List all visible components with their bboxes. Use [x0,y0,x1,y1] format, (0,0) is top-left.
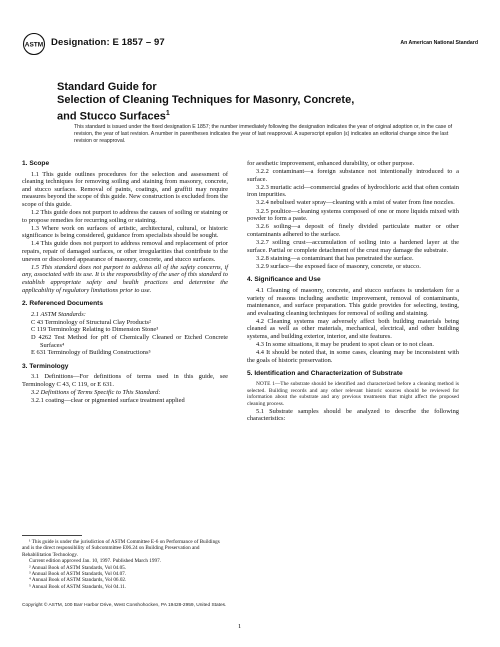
para-3-2: 3.2 Definitions of Terms Specific to This Standard: [31,389,161,397]
para-2-1: 2.1 ASTM Standards: [31,310,86,318]
section-1-heading: 1. Scope [22,160,50,167]
title-line-3 [57,107,457,124]
reference-c43: C 43 Terminology of Structural Clay Products² [31,318,151,326]
title-footnote-mark: 1 [165,110,170,117]
footnote-4: ⁴ Annual Book of ASTM Standards, Vol 06.02. [29,577,127,584]
para-3-2-3: 3.2.3 muriatic acid—commercial grades of hydrochloric acid that often contain iron impurities. [247,183,459,199]
para-3-2-8: 3.2.8 staining—a contaminant that has penetrated the surface. [256,254,414,262]
title-line-3-text: and Stucco Surfaces [57,110,166,123]
para-1-5: 1.5 This standard does not purport to address all of the safety concerns, if any, associated with its use. It is the responsibility of the user of this standard to establish appropriate safety and health practices and determine the applicability of regulatory limitations prior to use. [22,263,228,294]
designation-notice: This standard is issued under the fixed designation E 1857; the number immediately following the designation indicates the year of original adoption or, in the case of revision, the year of last revision. A number in parentheses indicates the year of last reapproval. A superscript epsilon (ε) indicates an editorial change since the last revision or reapproval. [74,124,453,144]
page-number: 1 [238,623,242,630]
para-3-2-2: 3.2.2 contaminant—a foreign substance not intentionally introduced to a surface. [247,168,459,183]
section-2-heading: 2. Referenced Documents [22,300,103,308]
para-1-3: 1.3 Where work on surfaces of artistic, architectural, cultural, or historic significance is being considered, guidance from specialists should be sought. [22,224,228,240]
para-4-1: 4.1 Cleaning of masonry, concrete, and stucco surfaces is undertaken for a variety of reasons including aesthetic improvement, removal of contaminants, maintenance, and surface preparation. This guide provides for selecting, testing, and evaluating cleaning techniques for removal of soiling and staining. [247,286,459,317]
para-3-2-7: 3.2.7 soiling crust—accumulation of soiling into a hardened layer at the surface. Partial or complete detachment of the crust may damage the substrate. [247,238,459,254]
section-3-heading: 3. Terminology [22,362,69,370]
standard-label: An American National Standard [400,40,478,46]
para-3-2-9: 3.2.9 surface—the exposed face of masonry, concrete, or stucco. [256,262,421,270]
para-5-1: 5.1 Substrate samples should be analyzed to describe the following characteristics: [247,407,459,423]
para-4-3: 4.3 In some situations, it may be prudent to spot clean or to not clean. [256,341,435,349]
document-header [22,33,478,53]
footnote-1: ¹ This guide is under the jurisdiction of ASTM Committee E-6 on Performance of Buildings and is the direct responsibility of Subcommittee E06.24 on Building Preservation and Rehabilitation Technology. [22,539,220,558]
para-3-2-4: 3.2.4 nebulised water spray—cleaning with a mist of water from fine nozzles. [256,199,455,207]
right-column [247,160,459,424]
svg-text:ASTM: ASTM [24,41,44,49]
reference-d4262: D 4262 Test Method for pH of Chemically Cleaned or Etched Concrete Surfaces⁴ [31,333,228,349]
reference-e631: E 631 Terminology of Building Constructions⁵ [31,349,151,357]
reference-c119: C 119 Terminology Relating to Dimension Stone³ [31,326,159,334]
para-3-2-1-continued: for aesthetic improvement, enhanced durability, or other purpose. [247,160,415,167]
footnote-rule [22,535,82,536]
para-3-2-5: 3.2.5 poultice—cleaning systems composed of one or more liquids mixed with powder to form a paste. [247,207,459,223]
designation: Designation: E 1857 – 97 [51,37,165,48]
footnote-5: ⁵ Annual Book of ASTM Standards, Vol 04.11. [29,583,127,590]
footnote-3: ³ Annual Book of ASTM Standards, Vol 04.07. [29,571,127,578]
section-4-heading: 4. Significance and Use [247,276,321,284]
para-3-1: 3.1 Definitions—For definitions of terms used in this guide, see Terminology C 43, C 119, or E 631. [22,373,228,388]
footnote-2: ² Annual Book of ASTM Standards, Vol 04.05. [29,564,127,571]
para-4-2: 4.2 Cleaning systems may adversely affect both building materials being cleaned as well as other materials, mechanical, electrical, and other building systems, and building exterior, interior, and site features. [247,317,459,340]
note-1: NOTE 1—The substrate should be identified and characterized before a cleaning method is selected. Building records and any other relevant historic sources should be reviewed for information about the substrate and any previous treatments that might affect the proposed cleaning process. [247,380,459,407]
copyright-footer: Copyright © ASTM, 100 Barr Harbor Drive, West Conshohocken, PA 19428-2959, United States. [22,603,227,608]
title-line-1: Standard Guide for [57,81,157,93]
para-3-2-6: 3.2.6 soiling—a deposit of finely divided particulate matter or other contaminants adhered to the surface. [247,223,459,238]
para-4-4: 4.4 It should be noted that, in some cases, cleaning may be inconsistent with the goals of historic preservation. [247,349,459,364]
astm-logo-icon [22,33,46,55]
footnote-1-edition: Current edition approved Jan. 10, 1997. Published March 1997. [29,558,161,565]
para-1-2: 1.2 This guide does not purport to address the causes of soiling or staining or to propose remedies for recurring soiling or staining. [22,209,228,224]
para-1-1: 1.1 This guide outlines procedures for the selection and assessment of cleaning techniques for removing soiling and staining from masonry, concrete, and stucco surfaces. Removal of paints, coatings, and graffiti may require measures beyond the scope of this guide. New construction is excluded from the scope of this guide. [22,170,228,208]
title-line-2: Selection of Cleaning Techniques for Masonry, Concrete, [57,94,355,106]
section-5-heading: 5. Identification and Characterization of Substrate [247,370,403,378]
left-column [22,160,228,405]
para-3-2-1: 3.2.1 coating—clear or pigmented surface treatment applied [31,397,185,405]
footnotes [22,539,228,590]
document-title [57,81,457,124]
para-1-4: 1.4 This guide does not purport to address removal and replacement of prior repairs, repair of damaged surfaces, or other irregularities that contribute to the uneven or discolored appearance of masonry, concrete, and stucco surfaces. [22,240,228,263]
